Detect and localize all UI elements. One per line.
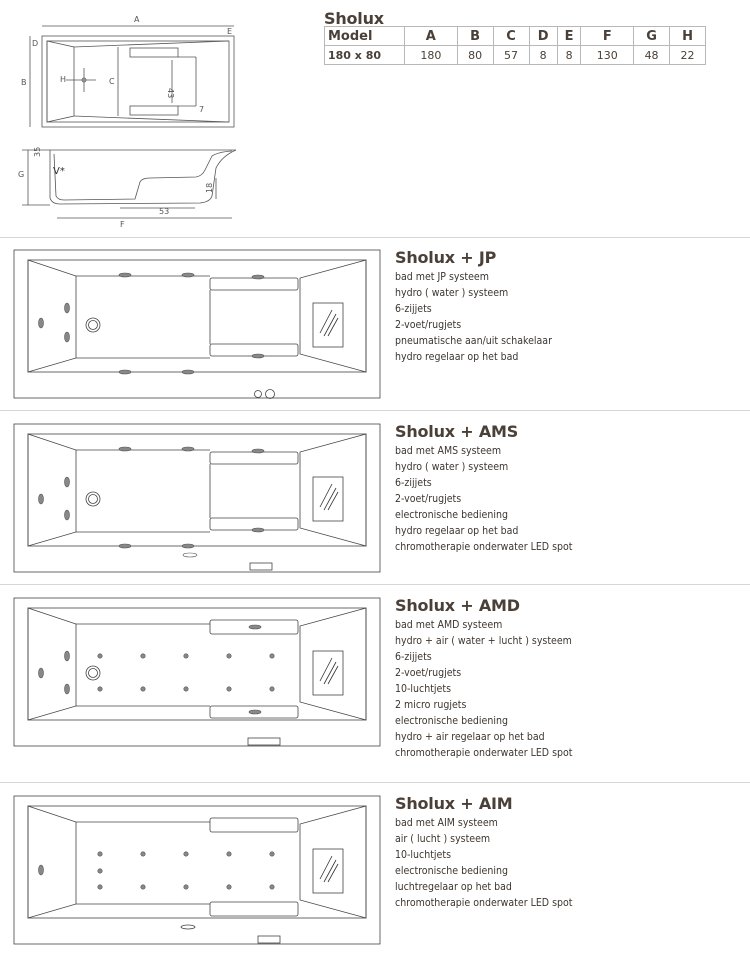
spec-cell: 48: [634, 46, 670, 65]
spec-cell: 22: [670, 46, 706, 65]
dim-label-e: E: [227, 27, 233, 36]
feature-item: 2 micro rugjets: [395, 699, 467, 711]
spec-header-h: H: [670, 27, 706, 46]
spec-header-f: F: [581, 27, 634, 46]
section-divider: [0, 410, 750, 411]
dim-label-f: F: [120, 220, 125, 229]
dim-label-g: G: [18, 170, 25, 179]
bathtub-diagram-jp: [10, 248, 385, 403]
bathtub-diagram-amd: [10, 596, 385, 751]
spec-cell-model: 180 x 80: [325, 46, 405, 65]
feature-item: bad met JP systeem: [395, 271, 489, 283]
spec-cell: 180: [405, 46, 458, 65]
feature-item: bad met AMD systeem: [395, 619, 503, 631]
spec-header-b: B: [457, 27, 493, 46]
feature-item: 2-voet/rugjets: [395, 667, 462, 679]
dim-label-b: B: [21, 78, 27, 87]
feature-item: luchtregelaar op het bad: [395, 881, 512, 893]
section-divider: [0, 782, 750, 783]
spec-header-d: D: [529, 27, 557, 46]
variant-amd: [395, 596, 735, 761]
feature-item: bad met AIM systeem: [395, 817, 498, 829]
feature-item: bad met AMS systeem: [395, 445, 502, 457]
feature-item: hydro regelaar op het bad: [395, 351, 519, 363]
spec-table-row: [325, 46, 706, 65]
feature-item: 6-zijjets: [395, 303, 432, 315]
spec-header-g: G: [634, 27, 670, 46]
technical-drawing: [0, 0, 300, 235]
feature-item: hydro ( water ) systeem: [395, 461, 509, 473]
variant-title: Sholux + AMD: [395, 596, 520, 615]
variant-title: Sholux + AIM: [395, 794, 513, 813]
spec-header-a: A: [405, 27, 458, 46]
feature-item: chromotherapie onderwater LED spot: [395, 747, 573, 759]
dim-label-v: V*: [53, 166, 65, 177]
feature-item: hydro ( water ) systeem: [395, 287, 509, 299]
spec-cell: 130: [581, 46, 634, 65]
feature-item: 6-zijjets: [395, 651, 432, 663]
dim-label-53: 53: [159, 207, 170, 216]
feature-item: electronische bediening: [395, 865, 508, 877]
feature-list: [395, 815, 735, 911]
spec-cell: 8: [557, 46, 581, 65]
feature-item: pneumatische aan/uit schakelaar: [395, 335, 552, 347]
spec-header-c: C: [493, 27, 529, 46]
dim-label-h: H: [60, 75, 67, 84]
dim-label-7: 7: [199, 105, 205, 114]
feature-item: 10-luchtjets: [395, 849, 451, 861]
bathtub-diagram-ams: [10, 422, 385, 577]
product-name: Sholux: [324, 9, 384, 28]
feature-item: 2-voet/rugjets: [395, 319, 462, 331]
feature-item: electronische bediening: [395, 715, 508, 727]
spec-cell: 80: [457, 46, 493, 65]
spec-cell: 57: [493, 46, 529, 65]
variant-aim: [395, 794, 735, 911]
section-divider: [0, 237, 750, 238]
feature-item: air ( lucht ) systeem: [395, 833, 491, 845]
feature-item: hydro regelaar op het bad: [395, 525, 519, 537]
dim-label-d: D: [32, 39, 39, 48]
feature-item: hydro + air regelaar op het bad: [395, 731, 545, 743]
variant-ams: [395, 422, 735, 555]
dim-label-35: 35: [33, 146, 42, 157]
spec-header-model: Model: [325, 27, 405, 46]
feature-list: [395, 443, 735, 555]
spec-table: [324, 26, 706, 65]
dim-label-43: 43: [166, 88, 175, 99]
variant-title: Sholux + JP: [395, 248, 497, 267]
feature-item: hydro + air ( water + lucht ) systeem: [395, 635, 572, 647]
feature-list: [395, 269, 735, 365]
feature-item: 2-voet/rugjets: [395, 493, 462, 505]
dim-label-a: A: [134, 15, 140, 24]
dim-label-c: C: [109, 77, 115, 86]
feature-item: 10-luchtjets: [395, 683, 451, 695]
feature-item: chromotherapie onderwater LED spot: [395, 897, 573, 909]
dim-label-18: 18: [205, 182, 214, 193]
section-divider: [0, 584, 750, 585]
bathtub-diagram-aim: [10, 794, 385, 949]
variant-title: Sholux + AMS: [395, 422, 519, 441]
spec-header-e: E: [557, 27, 581, 46]
feature-item: 6-zijjets: [395, 477, 432, 489]
spec-cell: 8: [529, 46, 557, 65]
side-view-drawing: [22, 150, 236, 218]
variant-jp: [395, 248, 735, 365]
spec-table-header-row: [325, 27, 706, 46]
feature-item: electronische bediening: [395, 509, 508, 521]
feature-item: chromotherapie onderwater LED spot: [395, 541, 573, 553]
feature-list: [395, 617, 735, 761]
